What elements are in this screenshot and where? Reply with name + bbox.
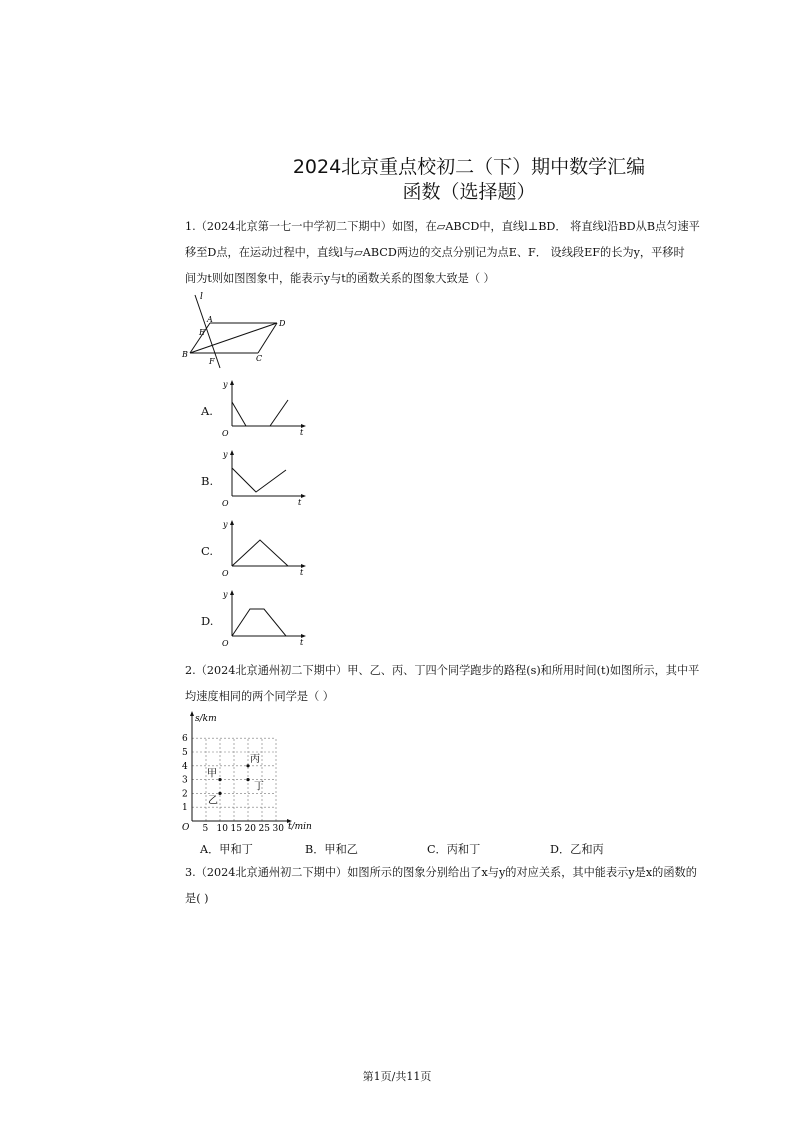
label-b: B — [182, 350, 188, 359]
question-1-line-1: 1.（2024北京第一七一中学初二下期中）如图，在▱ABCD中，直线l⊥BD． 将直线l沿BD从B点匀速平 — [185, 220, 700, 233]
x-tick-30: 30 — [272, 824, 284, 834]
option-b-label: B. — [201, 474, 214, 488]
side-dc — [258, 323, 277, 353]
point-label-1: 乙 — [208, 795, 218, 807]
point-0 — [218, 778, 221, 781]
option-d-curve — [232, 609, 286, 636]
question-3 — [185, 860, 760, 912]
y-tick-3: 3 — [182, 775, 188, 786]
x-tick-5: 5 — [202, 824, 209, 834]
label-d: D — [279, 319, 286, 328]
x-tick-20: 20 — [244, 824, 256, 834]
y-tick-5: 5 — [182, 748, 188, 758]
option-a-graph — [218, 378, 313, 440]
svg-text:O: O — [222, 499, 229, 508]
question-2-line-2: 均速度相同的两个同学是（ ） — [185, 690, 334, 703]
svg-text:O: O — [222, 569, 229, 578]
svg-text:t: t — [300, 638, 304, 647]
x-tick-25: 25 — [258, 824, 270, 834]
parallelogram-figure — [180, 290, 290, 370]
point-1 — [218, 792, 221, 795]
option-c-label: C. — [201, 544, 214, 558]
label-l: l — [200, 292, 203, 302]
svg-text:y: y — [223, 590, 228, 599]
choice-b[interactable]: B．甲和乙 — [305, 843, 358, 856]
svg-text:t: t — [298, 498, 302, 507]
svg-text:y: y — [223, 520, 228, 529]
point-label-2: 丙 — [250, 753, 260, 765]
point-label-3: 丁 — [254, 781, 264, 793]
svg-text:y: y — [223, 380, 228, 389]
question-1 — [185, 214, 760, 292]
question-1-line-2: 移至D点，在运动过程中，直线l与▱ABCD两边的交点分别记为点E、F． 设线段EF的长为y，平移时 — [185, 246, 685, 259]
x-tick-10: 10 — [216, 824, 228, 834]
option-a-label: A. — [201, 404, 213, 418]
choice-d[interactable]: D．乙和丙 — [550, 843, 604, 856]
choice-a[interactable]: A．甲和丁 — [200, 843, 253, 856]
svg-text:O: O — [222, 429, 229, 438]
question-2-line-1: 2.（2024北京通州初二下期中）甲、乙、丙、丁四个同学跑步的路程(s)和所用时间(t)如图所示，其中平 — [185, 664, 700, 677]
option-d-label: D. — [201, 614, 214, 628]
question-3-line-1: 3.（2024北京通州初二下期中）如图所示的图象分别给出了x与y的对应关系，其中能表示y是x的函数的 — [185, 866, 697, 879]
point-3 — [246, 778, 249, 781]
x-tick-15: 15 — [230, 824, 242, 834]
svg-text:t: t — [300, 428, 304, 437]
x-axis-label: t/min — [288, 822, 312, 832]
label-a: A — [207, 315, 213, 324]
page-footer: 第1页/共11页 — [362, 1070, 432, 1083]
question-3-line-2: 是( ) — [185, 892, 209, 905]
chart-grid — [192, 738, 276, 821]
svg-text:t: t — [300, 568, 304, 577]
label-f: F — [209, 357, 215, 366]
document-title: 2024北京重点校初二（下）期中数学汇编 — [292, 156, 646, 178]
option-d-graph — [218, 588, 313, 650]
label-e: E — [199, 328, 205, 337]
distance-time-chart — [178, 708, 318, 838]
option-b-curve — [232, 468, 286, 492]
y-tick-2: 2 — [182, 789, 188, 800]
option-c-graph — [218, 518, 313, 580]
y-tick-4: 4 — [182, 761, 188, 772]
choice-c[interactable]: C．丙和丁 — [427, 843, 481, 856]
point-label-0: 甲 — [207, 768, 217, 780]
label-c: C — [256, 354, 263, 363]
svg-text:y: y — [223, 450, 228, 459]
option-b-graph — [218, 448, 313, 510]
y-tick-1: 1 — [182, 803, 188, 814]
document-subtitle: 函数（选择题） — [402, 181, 536, 203]
svg-text:O: O — [222, 639, 229, 648]
question-1-line-3: 间为t则如图图象中，能表示y与t的函数关系的图象大致是（ ） — [185, 272, 495, 285]
question-2 — [185, 658, 760, 710]
option-c-curve — [232, 540, 288, 566]
y-tick-6: 6 — [182, 734, 188, 745]
option-a-curve — [232, 400, 288, 426]
chart-origin: O — [182, 823, 190, 833]
y-axis-label: s/km — [195, 714, 217, 724]
